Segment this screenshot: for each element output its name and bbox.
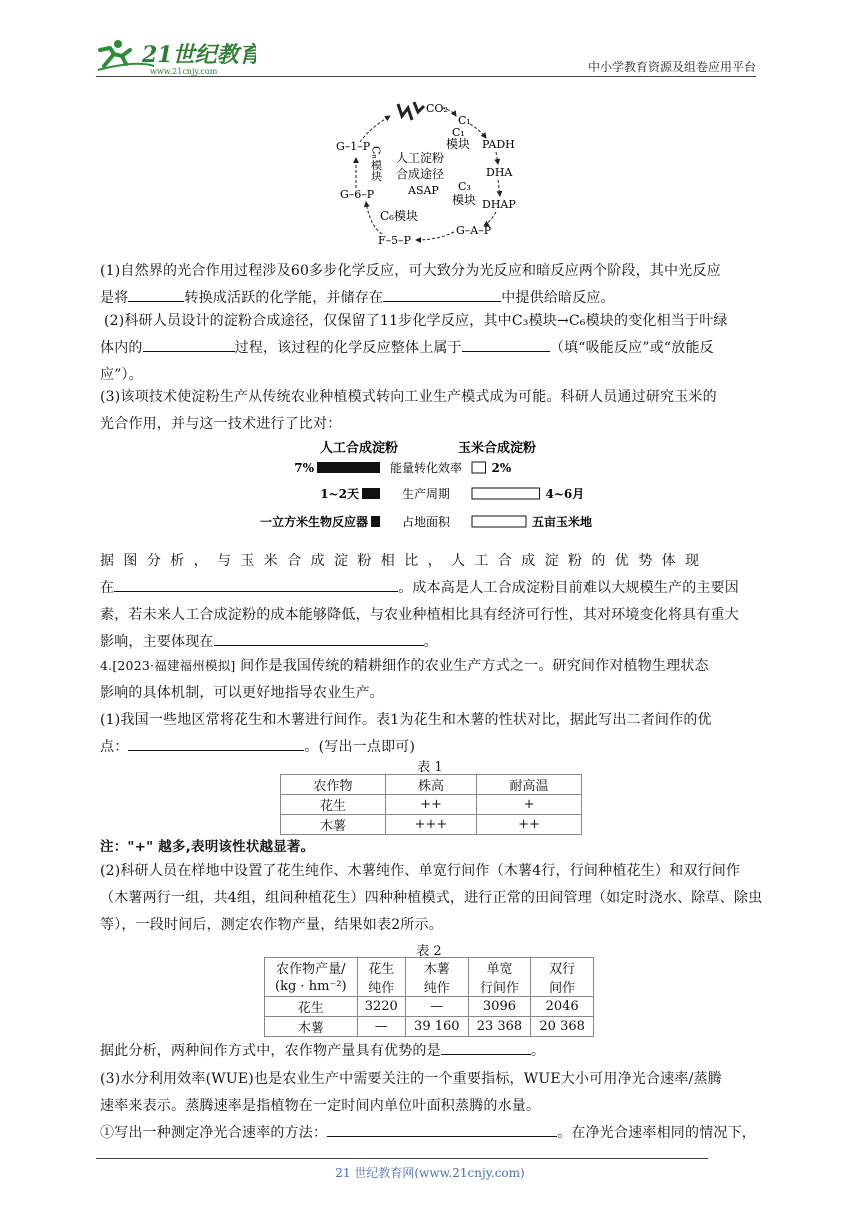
footer-divider: [96, 1158, 708, 1159]
table-cell: 3220: [357, 997, 405, 1017]
left-value-label: 7%: [294, 461, 314, 475]
q4-sub2-q-end: 。: [530, 1043, 546, 1059]
left-bar: [317, 462, 380, 473]
q4-intro: [100, 652, 764, 761]
table1-header-height: 株高: [385, 775, 476, 795]
label-c3-module-text: 模块: [452, 193, 477, 207]
right-value-label: 2%: [491, 461, 512, 475]
table2-header-cell: 农作物产量/: [265, 958, 358, 978]
q4-sub1-text-a: 点：: [100, 739, 129, 755]
q4-sub1-line1: (1)我国一些地区常将花生和木薯进行间作。表1为花生和木薯的性状对比，据此写出二者间作的优: [100, 712, 712, 728]
table2-header-cell: 双行: [531, 958, 594, 978]
q2-blank-1[interactable]: [143, 337, 235, 352]
logo-url: www.21cnjy.com: [150, 67, 218, 76]
category-label: 占地面积: [401, 515, 451, 529]
table2-header-cell: (kg · hm⁻²): [265, 977, 358, 997]
left-value-label: 一立方米生物反应器: [259, 515, 368, 529]
q4-sub2-question: [100, 1038, 764, 1065]
q3-blank-1[interactable]: [114, 577, 398, 592]
right-bar: [472, 462, 486, 473]
q2-paragraph: [100, 308, 768, 389]
table-cell: —: [357, 1017, 405, 1037]
table-cell: ++: [385, 795, 476, 815]
table2-header-cell: 花生: [357, 958, 405, 978]
table-cell: ++: [477, 815, 582, 835]
q4-sub3-q-text: ①写出一种测定净光合速率的方法：: [100, 1125, 328, 1141]
table2-header-cell: 单宽: [468, 958, 531, 978]
q4-sub1-text-b: 。(写出一点即可): [304, 739, 416, 755]
node-dha: DHA: [486, 166, 513, 179]
comparison-chart: [250, 436, 610, 538]
q4-text-1: 间作是我国传统的精耕细作的农业生产方式之一。研究间作对植物生理状态: [240, 658, 709, 674]
q4-sub2-line3: 等），一段时间后，测定农作物产量，结果如表2所示。: [100, 917, 443, 933]
q1-text-b: 转换成活跃的化学能，并储存在: [184, 290, 384, 306]
q2-line1: (2)科研人员设计的淀粉合成途径，仅保留了11步化学反应，其中C₃模块→C₆模块的变化相当于叶绿: [104, 313, 728, 329]
label-c1-module-text: 模块: [446, 137, 471, 151]
table2-header-cell: 行间作: [468, 977, 531, 997]
node-c1: C₁: [458, 114, 471, 127]
label-c1-module: C₁: [452, 126, 465, 139]
q4-line2: 影响的具体机制，可以更好地指导农业生产。: [100, 685, 384, 701]
table-cell: 木薯: [265, 1017, 358, 1037]
q3-line2: 光合作用，并与这一技术进行了比对：: [100, 416, 342, 432]
logo-text: 21世纪教育: [142, 42, 256, 68]
center-line-1: 人工淀粉: [396, 151, 445, 165]
q2-text-c: （填“吸能反应”或“放能反: [549, 340, 714, 356]
table-row: [265, 997, 594, 1017]
table-cell: 39 160: [405, 1017, 468, 1037]
table2-header-cell: 木薯: [405, 958, 468, 978]
q1-blank-2[interactable]: [383, 287, 501, 302]
table1-note: 注："+" 越多,表明该性状越显著。: [100, 839, 315, 855]
q4-sub1-blank[interactable]: [128, 736, 304, 751]
label-cn-module: Cₙ模块: [369, 146, 383, 182]
q4-sub2-line1: (2)科研人员在样地中设置了花生纯作、木薯纯作、单宽行间作（木薯4行，行间种植花生）和双行间作: [100, 863, 741, 879]
q3-line1: (3)该项技术使淀粉生产从传统农业种植模式转向工业生产模式成为可能。科研人员通过研究玉米的: [100, 389, 717, 405]
table-cell: 20 368: [531, 1017, 594, 1037]
table1: [280, 774, 582, 835]
left-bar: [362, 488, 380, 499]
q3-text-b: 。成本高是人工合成淀粉目前难以大规模生产的主要因: [398, 580, 740, 596]
right-bar: [472, 516, 526, 527]
right-value-label: 五亩玉米地: [532, 515, 593, 529]
center-line-2: 合成途径: [396, 167, 445, 181]
label-c3: C₃: [458, 180, 471, 193]
q1-text-a: 是将: [100, 290, 129, 306]
node-f5p: F–5–P: [378, 234, 412, 247]
footer-text[interactable]: 21 世纪教育网(www.21cnjy.com): [335, 1166, 525, 1180]
node-gap: G–A–P: [456, 224, 492, 237]
q4-line1: [100, 652, 764, 680]
q2-blank-2[interactable]: [462, 337, 550, 352]
table2: [264, 957, 594, 1037]
q1-line1: (1)自然界的光合作用过程涉及60多步化学反应，可大致分为光反应和暗反应两个阶段，其中光反应: [100, 263, 721, 279]
q3-paragraph-analysis: [100, 548, 764, 656]
q4-sub3-line3: [100, 1120, 764, 1147]
co2-molecule-icon: [398, 102, 424, 120]
table1-header-heat: 耐高温: [477, 775, 582, 795]
table2-header-cell: 间作: [531, 977, 594, 997]
table-cell: 3096: [468, 997, 531, 1017]
q3-line4: [100, 575, 764, 602]
right-bar: [472, 488, 540, 499]
node-dhap: DHAP: [482, 198, 516, 211]
table-cell: 23 368: [468, 1017, 531, 1037]
table1-caption: 表 1: [417, 760, 443, 775]
q2-line2: [100, 335, 768, 362]
node-g6p: G–6–P: [340, 188, 375, 201]
node-co2: CO₂: [426, 102, 448, 115]
left-value-label: 1~2天: [320, 487, 359, 501]
q4-sub3-line1: (3)水分利用效率(WUE)也是农业生产中需要关注的一个重要指标，WUE大小可用净光合速率/蒸腾: [100, 1071, 722, 1087]
table2-header-cell: 纯作: [405, 977, 468, 997]
table-cell: —: [405, 997, 468, 1017]
table-cell: 花生: [265, 997, 358, 1017]
header-divider: [96, 76, 756, 77]
left-bar: [371, 516, 380, 527]
platform-title: 中小学教育资源及组卷应用平台: [587, 60, 756, 74]
site-logo: [96, 36, 256, 78]
center-line-3: ASAP: [408, 184, 439, 197]
q4-sub3: [100, 1066, 764, 1147]
q2-text-b: 过程，该过程的化学反应整体上属于: [234, 340, 462, 356]
table-row: [265, 1017, 594, 1037]
node-g1p: G–1–P: [336, 140, 371, 153]
q4-sub2-q-text: 据此分析，两种间作方式中，农作物产量具有优势的是: [100, 1043, 441, 1059]
q3-blank-2[interactable]: [214, 631, 424, 646]
label-c6-module: C₆模块: [380, 209, 418, 223]
q4-sub3-blank[interactable]: [327, 1122, 557, 1137]
chart-right-title: 玉米合成淀粉: [458, 441, 537, 456]
table-row: [281, 815, 582, 835]
q4-sub3-q-end: 。在净光合速率相同的情况下，: [557, 1125, 757, 1141]
q3-line5: 素，若未来人工合成淀粉的成本能够降低，与农业种植相比具有经济可行性，其对环境变化将具有重大: [100, 607, 739, 623]
table-cell: 2046: [531, 997, 594, 1017]
q4-sub2-blank[interactable]: [441, 1040, 531, 1055]
right-value-label: 4~6月: [545, 487, 585, 501]
q3-text-c: 影响，主要体现在: [100, 634, 214, 650]
q4-source: 4.[2023·福建福州模拟]: [100, 658, 236, 673]
q1-paragraph: [100, 258, 764, 312]
q2-text-a: 体内的: [100, 340, 143, 356]
q3-line3: 据图分析，与玉米合成淀粉相比，人工合成淀粉的优势体现: [100, 553, 709, 569]
q4-sub2-line2: （木薯两行一组，共4组，组间种植花生）四种种植模式，进行正常的田间管理（如定时浇水、除草、除虫: [100, 890, 763, 906]
table-row: [281, 795, 582, 815]
category-label: 生产周期: [401, 487, 451, 501]
q1-blank-1[interactable]: [128, 287, 184, 302]
table2-header-cell: 纯作: [357, 977, 405, 997]
table-cell: +: [477, 795, 582, 815]
q4-sub2: [100, 858, 764, 939]
q3-paragraph-intro: [100, 384, 764, 438]
category-label: 能量转化效率: [389, 461, 463, 475]
asap-cycle-diagram: [330, 96, 530, 248]
table-cell: 花生: [281, 795, 386, 815]
node-padh: PADH: [482, 138, 515, 151]
table2-caption: 表 2: [416, 944, 442, 959]
chart-left-title: 人工合成淀粉: [320, 441, 399, 456]
q4-sub3-line2: 速率来表示。蒸腾速率是指植物在一定时间内单位叶面积蒸腾的水量。: [100, 1098, 541, 1114]
q2-line3: 应”）。: [100, 367, 143, 383]
table1-header-crop: 农作物: [281, 775, 386, 795]
q1-text-c: 中提供给暗反应。: [501, 290, 615, 306]
table-cell: 木薯: [281, 815, 386, 835]
table-cell: +++: [385, 815, 476, 835]
q3-text-a: 在: [100, 580, 115, 596]
q3-text-d: 。: [423, 634, 438, 650]
